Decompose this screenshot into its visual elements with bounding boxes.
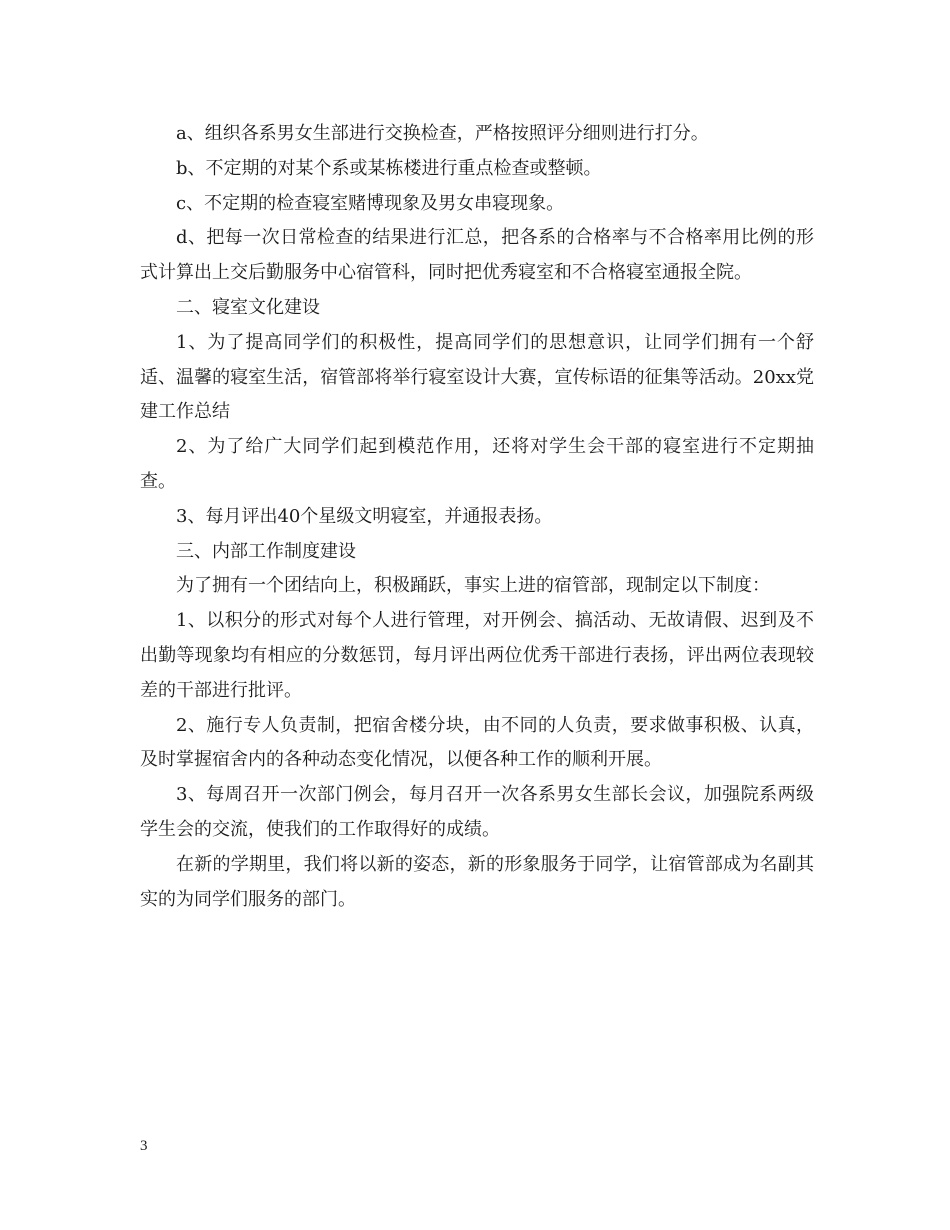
paragraph-rules-3: 3、每周召开一次部门例会，每月召开一次各系男女生部长会议，加强院系两级学生会的交流，使我们的工作取得好的成绩。 [140, 784, 814, 840]
paragraph-item-d: d、把每一次日常检查的结果进行汇总，把各系的合格率与不合格率用比例的形式计算出上交后勤服务中心宿管科，同时把优秀寝室和不合格寝室通报全院。 [140, 227, 814, 284]
paragraph-rules-intro: 为了拥有一个团结向上，积极踊跃，事实上进的宿管部，现制定以下制度： [176, 575, 770, 597]
paragraph-rules-1: 1、以积分的形式对每个人进行管理，对开例会、搞活动、无故请假、迟到及不出勤等现象均有相应的分数惩罚，每月评出两位优秀干部进行表扬，评出两位表现较差的干部进行批评。 [140, 610, 814, 701]
paragraph-culture-3: 3、每月评出40个星级文明寝室，并通报表扬。 [176, 505, 553, 527]
paragraph-culture-2: 2、为了给广大同学们起到模范作用，还将对学生会干部的寝室进行不定期抽查。 [140, 436, 814, 492]
paragraph-item-c: c、不定期的检查寝室赌博现象及男女串寝现象。 [176, 192, 565, 214]
document-body [140, 117, 814, 917]
paragraph-closing: 在新的学期里，我们将以新的姿态，新的形象服务于同学，让宿管部成为名副其实的为同学们服务的部门。 [140, 853, 814, 910]
section-heading-dorm-culture: 二、寝室文化建设 [176, 296, 320, 318]
section-heading-internal-rules: 三、内部工作制度建设 [176, 540, 356, 562]
page-number: 3 [140, 1138, 148, 1154]
paragraph-rules-2: 2、施行专人负责制，把宿舍楼分块，由不同的人负责，要求做事积极、认真，及时掌握宿舍内的各种动态变化情况，以便各种工作的顺利开展。 [140, 714, 814, 771]
paragraph-culture-1: 1、为了提高同学们的积极性，提高同学们的思想意识，让同学们拥有一个舒适、温馨的寝室生活，宿管部将举行寝室设计大赛，宣传标语的征集等活动。20xx党建工作总结 [140, 331, 814, 423]
paragraph-item-a: a、组织各系男女生部进行交换检查，严格按照评分细则进行打分。 [176, 123, 709, 144]
paragraph-item-b: b、不定期的对某个系或某栋楼进行重点检查或整顿。 [176, 157, 602, 179]
